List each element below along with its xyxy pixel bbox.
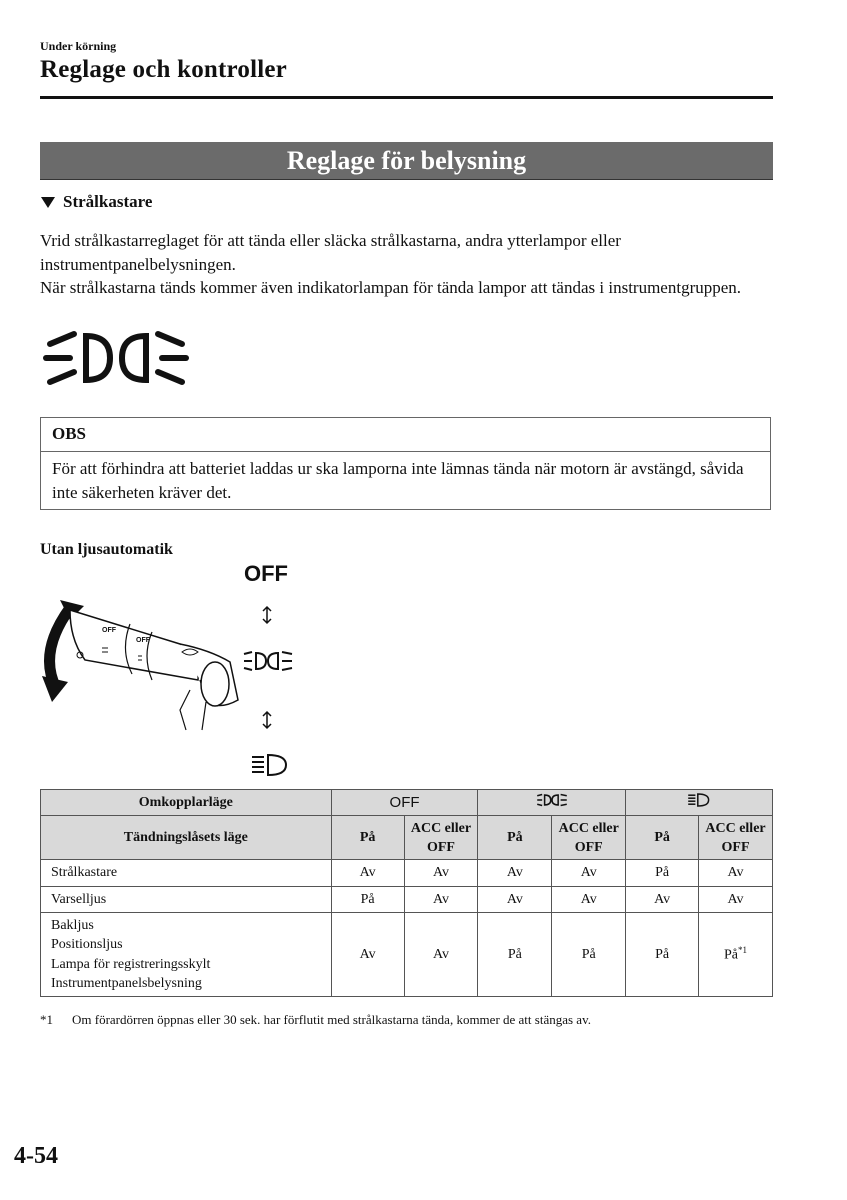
row-label [41, 913, 332, 997]
page-title: Reglage och kontroller [40, 56, 287, 83]
table-cell: På [331, 887, 404, 913]
figure-caption: Utan ljusautomatik [40, 541, 173, 558]
table-cell: På [478, 913, 552, 997]
ignition-state: På [478, 816, 552, 860]
ignition-state: ACC eller OFF [552, 816, 626, 860]
page-number: 4-54 [14, 1143, 58, 1169]
table-cell: Av [552, 887, 626, 913]
parking-light-icon [242, 648, 294, 674]
headlight-icon [250, 752, 290, 778]
table-cell [699, 913, 773, 997]
ignition-header: Tändningslåsets läge [41, 816, 332, 860]
subsection-title: Strålkastare [63, 192, 153, 211]
row-label: Strålkastare [41, 860, 332, 887]
up-down-arrow-icon [259, 605, 275, 625]
cell-value: På [724, 947, 739, 963]
switch-position-off: OFF [331, 790, 478, 816]
table-cell: Av [404, 860, 478, 887]
stalk-off-label-2: OFF [136, 637, 150, 644]
subsection-heading [40, 192, 152, 212]
stalk-off-label-1: OFF [102, 627, 116, 634]
headlight-icon [687, 792, 711, 808]
footnote [40, 1012, 591, 1028]
table-cell: Av [699, 887, 773, 913]
headlight-indicator-icon [40, 324, 192, 392]
ignition-state: På [331, 816, 404, 860]
parking-light-icon [535, 792, 569, 808]
table-cell: På [626, 913, 699, 997]
section-banner [40, 142, 773, 180]
light-switch-stalk-illustration [30, 590, 245, 740]
table-cell: Av [331, 913, 404, 997]
table-cell: Av [699, 860, 773, 887]
title-rule [40, 96, 773, 99]
table-row [41, 816, 773, 860]
switch-position-headlights [626, 790, 773, 816]
off-position-label: OFF [244, 561, 288, 586]
notice-heading: OBS [41, 418, 770, 452]
table-row [41, 913, 773, 997]
notice-box [40, 417, 771, 510]
paragraph-2: När strålkastarna tänds kommer även indikatorlampan för tända lampor att tändas i instrumentgruppen. [40, 278, 742, 297]
ignition-state: ACC eller OFF [404, 816, 478, 860]
table-row [41, 860, 773, 887]
ignition-state: ACC eller OFF [699, 816, 773, 860]
footnote-text: Om förardörren öppnas eller 30 sek. har förflutit med strålkastarna tända, kommer de att stängas av. [72, 1012, 591, 1027]
table-row [41, 887, 773, 913]
row-label-line: Instrumentpanelsbelysning [51, 976, 202, 991]
switch-position-parking [478, 790, 626, 816]
table-cell: Av [478, 860, 552, 887]
paragraph-1: Vrid strålkastarreglaget för att tända eller släcka strålkastarna, andra ytterlampor eller instrumentpanelbelysningen. [40, 231, 621, 274]
table-cell: På [626, 860, 699, 887]
switch-position-header: Omkopplarläge [41, 790, 332, 816]
table-cell: Av [331, 860, 404, 887]
triangle-bullet-icon [41, 197, 55, 208]
table-row [41, 790, 773, 816]
row-label-line: Lampa för registreringsskylt [51, 956, 211, 972]
notice-text: För att förhindra att batteriet laddas ur ska lamporna inte lämnas tända när motorn är avstängd, såvida inte säkerheten kräver det. [52, 459, 744, 502]
table-cell: På [552, 913, 626, 997]
row-label: Varselljus [41, 887, 332, 913]
footnote-mark: *1 [40, 1012, 53, 1027]
table-cell: Av [626, 887, 699, 913]
section-label: Under körning [40, 39, 117, 53]
table-cell: Av [404, 887, 478, 913]
banner-title: Reglage för belysning [286, 145, 527, 175]
footnote-ref: *1 [738, 945, 748, 956]
table-cell: Av [478, 887, 552, 913]
light-switch-table [40, 789, 773, 997]
table-cell: Av [552, 860, 626, 887]
up-down-arrow-icon [259, 710, 275, 730]
row-label-line: Bakljus [51, 917, 94, 933]
ignition-state: På [626, 816, 699, 860]
row-label-line: Positionsljus [51, 937, 123, 952]
table-cell: Av [404, 913, 478, 997]
